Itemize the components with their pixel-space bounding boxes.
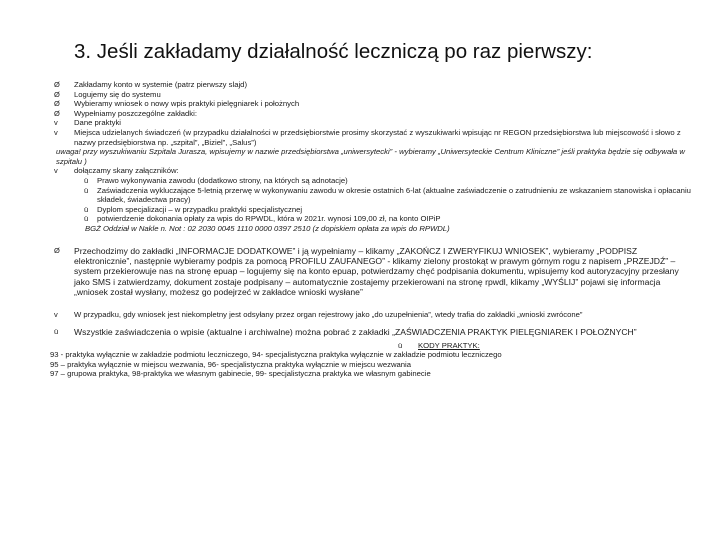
- check-bullet-icon: ü: [84, 204, 89, 214]
- kody-line: 97 – grupowa praktyka, 98-praktyka we własnym gabinecie, 99- specjalistyczna praktyka we własnym gabinecie: [50, 369, 431, 379]
- diamond-bullet-icon: v: [54, 118, 58, 128]
- kody-title: KODY PRAKTYK:: [418, 340, 480, 350]
- incomplete-item: [54, 310, 694, 320]
- step-item: [54, 99, 694, 109]
- attachment-text: potwierdzenie dokonania opłaty za wpis do RPWDL, która w 2021r. wynosi 109,00 zł, na konto OIPiP: [97, 214, 441, 224]
- arrow-bullet-icon: Ø: [54, 80, 60, 89]
- attachment-item: [84, 176, 694, 186]
- jurasz-note: uwaga! przy wyszukiwaniu Szpitala Jurasza, wpisujemy w nazwie przedsiębiorstwa „uniwersytecki” - wybieramy „Uniwersyteckie Centrum Kliniczne” jeśli praktyka będzie się odbywała w szpitalu ): [56, 147, 685, 166]
- incomplete-text: W przypadku, gdy wniosek jest niekompletny jest odsyłany przez organ rejestrowy jako „do uzupełnienia”, wtedy trafia do zakładki „wnioski zwrócone”: [74, 309, 583, 319]
- diamond-bullet-icon: v: [54, 309, 58, 319]
- kody-heading: [398, 341, 694, 351]
- step-text: Zakładamy konto w systemie (patrz pierwszy slajd): [74, 80, 248, 89]
- certificates-text: Wszystkie zaświadczenia o wpisie (aktualne i archiwalne) można pobrać z zakładki „ZAŚWIADCZENIA PRAKTYK PIELĘGNIAREK I POŁOŻNYCH”: [74, 327, 637, 338]
- further-steps-item: [54, 246, 694, 298]
- step-item: [54, 80, 694, 90]
- attachment-item: [84, 186, 694, 205]
- arrow-bullet-icon: Ø: [54, 108, 60, 118]
- step-text: Wypełniamy poszczególne zakładki:: [74, 108, 197, 118]
- attachment-text: Prawo wykonywania zawodu (dodatkowo strony, na których są adnotacje): [97, 175, 348, 185]
- bank-account-line: BGŻ Oddział w Nakle n. Not : 02 2030 0045 1110 0000 0397 2510 (z dopiskiem opłata za wpis do RPWDL): [85, 223, 450, 233]
- tab-text: Dane praktyki: [74, 118, 121, 128]
- slide-content: [50, 80, 694, 379]
- step-text: Wybieramy wniosek o nowy wpis praktyki pielęgniarek i położnych: [74, 99, 300, 109]
- attachment-item: [84, 214, 694, 224]
- kody-list: [50, 350, 694, 379]
- attachment-text: Zaświadczenia wykluczające 5-letnią przerwę w wykonywaniu zawodu w okresie ostatnich 6-lat (aktualne zaświadczenie o zatrudnieniu ze wskazaniem stanowiska i opłacaniu składek, świadectwa pracy): [97, 185, 691, 205]
- kody-line: 95 – praktyka wyłącznie w miejscu wezwania, 96- specjalistyczna praktyka wyłącznie w miejscu wezwania: [50, 359, 412, 369]
- attachments-item: [54, 166, 694, 176]
- check-bullet-icon: ü: [84, 214, 89, 224]
- slide-title: 3. Jeśli zakładamy działalność leczniczą po raz pierwszy:: [74, 40, 593, 63]
- arrow-bullet-icon: Ø: [54, 245, 60, 255]
- arrow-bullet-icon: Ø: [54, 99, 60, 109]
- step-item: [54, 90, 694, 100]
- further-steps-text: Przechodzimy do zakładki „INFORMACJE DODATKOWE” i ją wypełniamy – klikamy „ZAKOŃCZ I ZWERYFIKUJ WNIOSEK”, wybieramy „PODPISZ elektronicznie”, następnie wybieramy podpis za pomocą PROFILU ZAUFANEGO” - klikamy zielony prostokąt w prawym górnym rogu z napisem „PRZEJDŹ” – system przekierowuje nas na stronę epuap – logujemy się na konto epuap, potwierdzamy chęć podpisania dokumentu, wpisujemy kod autoryzacyjny przesłany jako SMS i zatwierdzamy, dokument zostaje podpisany – automatycznie zostajemy przekierowani na stronę rpwdl, klikamy „WYŚLIJ” pojawi się informacja „wniosek został wysłany, możesz go podejrzeć w zakładce wnioski wysłane”: [74, 245, 679, 298]
- check-bullet-icon: ü: [54, 327, 59, 337]
- tab-text: Miejsca udzielanych świadczeń (w przypadku działalności w przedsiębiorstwie prosimy skorzystać z wyszukiwarki wpisując nr REGON przedsiębiorstwa lub miejscowość i słowo z nazwy przedsiębiorstwa np. „szpital”, „Biziel”, „Salus”): [74, 127, 681, 147]
- tab-item: [54, 118, 694, 128]
- step-text: Logujemy się do systemu: [74, 89, 161, 99]
- certificates-item: [54, 327, 694, 337]
- check-bullet-icon: ü: [84, 185, 89, 195]
- kody-line: 93 - praktyka wyłącznie w zakładzie podmiotu leczniczego, 94- specjalistyczna praktyka wyłącznie w zakładzie podmiotu leczniczego: [50, 350, 502, 360]
- attachments-intro: dołączamy skany załączników:: [74, 166, 179, 176]
- tab-item: [54, 128, 694, 147]
- diamond-bullet-icon: v: [54, 166, 58, 176]
- step-item: [54, 109, 694, 119]
- attachment-text: Dyplom specjalizacji – w przypadku praktyki specjalistycznej: [97, 204, 303, 214]
- check-bullet-icon: ü: [84, 175, 89, 185]
- attachment-item: [84, 205, 694, 215]
- arrow-bullet-icon: Ø: [54, 89, 60, 99]
- check-bullet-icon: ü: [398, 340, 403, 350]
- diamond-bullet-icon: v: [54, 127, 58, 137]
